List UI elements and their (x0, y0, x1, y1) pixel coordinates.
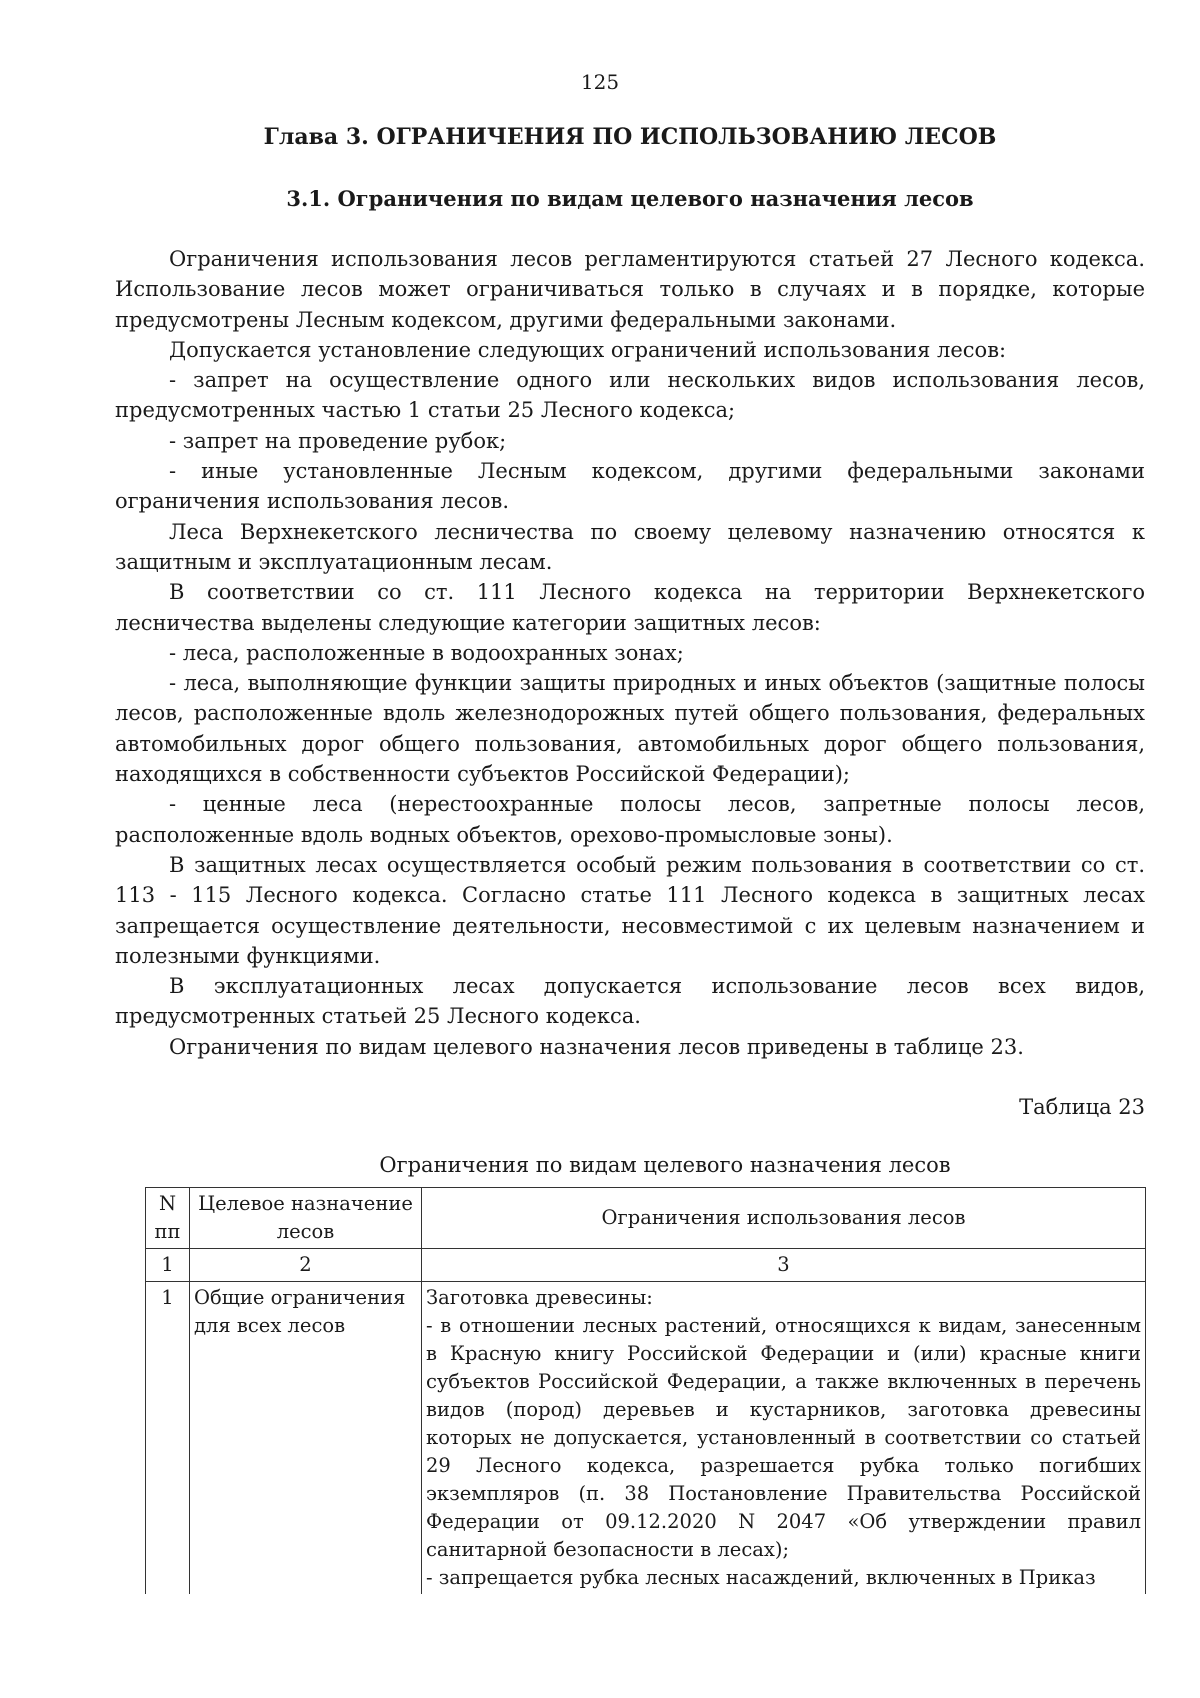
header-cell-restrictions: Ограничения использования лесов (422, 1188, 1146, 1249)
row-purpose-cell: Общие ограничения для всех лесов (190, 1282, 422, 1595)
restriction-text: - запрещается рубка лесных насаждений, включенных в Приказ (426, 1566, 1096, 1589)
column-number-cell: 2 (190, 1249, 422, 1282)
list-item: - леса, выполняющие функции защиты природных и иных объектов (защитные полосы лесов, расположенные вдоль железнодорожных путей общего пользования, федеральных автомобильных дорог общего пользования, автомобильных дорог общего пользования, находящихся в собственности субъектов Российской Федерации); (115, 671, 1145, 787)
header-cell-number: N пп (146, 1188, 190, 1249)
list-item: - ценные леса (нерестоохранные полосы лесов, запретные полосы лесов, расположенные вдоль водных объектов, орехово-промысловые зоны). (115, 792, 1145, 847)
table-header-row (146, 1188, 1146, 1249)
paragraph: Допускается установление следующих ограничений использования лесов: (169, 337, 1007, 362)
table-caption: Ограничения по видам целевого назначения лесов (379, 1153, 951, 1177)
column-number-cell: 3 (422, 1249, 1146, 1282)
table-label: Таблица 23 (1019, 1095, 1145, 1119)
column-number-cell: 1 (146, 1249, 190, 1282)
restriction-text: - в отношении лесных растений, относящихся к видам, занесенным в Красную книгу Российской Федерации и (или) красные книги субъектов Российской Федерации, а также включенных в перечень видов (пород) деревьев и кустарников, заготовка древесины которых не допускается, установленный в соответствии со статьей 29 Лесного кодекса, разрешается рубка только погибших экземпляров (п. 38 Постановление Правительства Российской Федерации от 09.12.2020 N 2047 «Об утверждении правил санитарной безопасности в лесах); (426, 1314, 1141, 1561)
paragraph: В защитных лесах осуществляется особый режим пользования в соответствии со ст. 113 - 115 Лесного кодекса. Согласно статье 111 Лесного кодекса в защитных лесах запрещается осуществление деятельности, несовместимой с их целевым назначением и полезными функциями. (115, 852, 1145, 968)
list-item: - запрет на осуществление одного или нескольких видов использования лесов, предусмотренных частью 1 статьи 25 Лесного кодекса; (115, 368, 1145, 423)
list-item: - запрет на проведение рубок; (169, 428, 507, 453)
section-title: 3.1. Ограничения по видам целевого назначения лесов (286, 186, 974, 211)
chapter-title: Глава 3. ОГРАНИЧЕНИЯ ПО ИСПОЛЬЗОВАНИЮ ЛЕСОВ (263, 124, 997, 150)
row-restrictions-cell (422, 1282, 1146, 1595)
paragraph: В соответствии со ст. 111 Лесного кодекса на территории Верхнекетского лесничества выделены следующие категории защитных лесов: (115, 580, 1145, 635)
list-item: - иные установленные Лесным кодексом, другими федеральными законами ограничения использования лесов. (115, 459, 1145, 514)
restrictions-table (145, 1187, 1146, 1594)
body-text (115, 244, 1145, 1062)
paragraph: Ограничения использования лесов регламентируются статьей 27 Лесного кодекса. Использование лесов может ограничиваться только в случаях и в порядке, которые предусмотрены Лесным кодексом, другими федеральными законами. (115, 247, 1145, 332)
paragraph: Леса Верхнекетского лесничества по своему целевому назначению относятся к защитным и эксплуатационным лесам. (115, 519, 1145, 574)
table-column-numbers-row (146, 1249, 1146, 1282)
header-cell-purpose: Целевое назначение лесов (190, 1188, 422, 1249)
list-item: - леса, расположенные в водоохранных зонах; (169, 640, 684, 665)
restriction-text: Заготовка древесины: (426, 1286, 653, 1309)
table-row (146, 1282, 1146, 1595)
paragraph: В эксплуатационных лесах допускается использование лесов всех видов, предусмотренных статьей 25 Лесного кодекса. (115, 974, 1145, 1029)
paragraph: Ограничения по видам целевого назначения лесов приведены в таблице 23. (169, 1034, 1024, 1059)
row-number-cell: 1 (146, 1282, 190, 1595)
page-number: 125 (580, 70, 620, 94)
